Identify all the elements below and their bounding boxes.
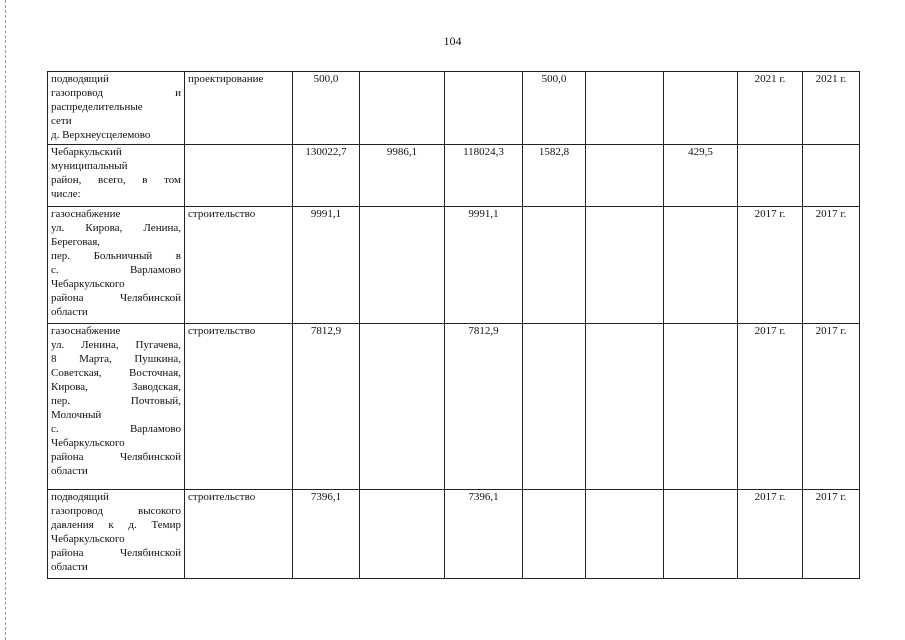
table-row [48,145,860,207]
object-name-line: распределительные [51,101,143,113]
object-name-line: муниципальный [51,160,128,172]
table-row [48,72,860,145]
amount-cell [664,324,738,490]
object-name-cell [48,207,185,324]
budget-table [47,71,860,579]
object-name-cell [48,324,185,490]
object-name-line: д. Верхнеусцелемово [51,129,151,141]
object-name-line: ул. Кирова, Ленина, [51,222,181,234]
object-name-line: подводящий [51,73,109,85]
amount-cell [360,207,445,324]
amount-cell [586,207,664,324]
object-name-line: области [51,306,88,318]
object-name-line: района Челябинской [51,451,181,463]
amount-cell: 9991,1 [445,207,523,324]
object-name-line: Чебаркульского [51,437,125,449]
object-name-line: с. Варламово [51,423,181,435]
total-amount-cell: 7396,1 [293,490,360,579]
amount-cell [586,72,664,145]
object-name-line: области [51,561,88,573]
object-name-line: давления к д. Темир [51,519,181,531]
object-name-line: числе: [51,188,81,200]
amount-cell: 429,5 [664,145,738,207]
end-year-cell: 2017 г. [803,324,860,490]
amount-cell [445,72,523,145]
total-amount-cell: 7812,9 [293,324,360,490]
object-name-line: подводящий [51,491,109,503]
end-year-cell: 2017 г. [803,490,860,579]
object-name-line: Чебаркульского [51,533,125,545]
start-year-cell [738,145,803,207]
object-name-line: пер. Почтовый, [51,395,181,407]
amount-cell: 118024,3 [445,145,523,207]
object-name-line: 8 Марта, Пушкина, [51,353,181,365]
end-year-cell: 2017 г. [803,207,860,324]
amount-cell [360,490,445,579]
object-name-line: Советская, Восточная, [51,367,181,379]
object-name-line: района Челябинской [51,547,181,559]
amount-cell: 500,0 [523,72,586,145]
table-row [48,490,860,579]
work-type-cell: проектирование [185,72,293,145]
end-year-cell: 2021 г. [803,72,860,145]
object-name-line: области [51,465,88,477]
work-type-cell: строительство [185,490,293,579]
total-amount-cell: 130022,7 [293,145,360,207]
total-amount-cell: 500,0 [293,72,360,145]
object-name-line: газопровод и [51,87,181,99]
object-name-line: Чебаркульского [51,278,125,290]
amount-cell: 9986,1 [360,145,445,207]
object-name-line: Береговая, [51,236,101,248]
amount-cell [360,324,445,490]
amount-cell: 1582,8 [523,145,586,207]
object-name-line: района Челябинской [51,292,181,304]
work-type-cell: строительство [185,207,293,324]
object-name-line: район, всего, в том [51,174,181,186]
amount-cell: 7396,1 [445,490,523,579]
object-name-cell [48,72,185,145]
object-name-line: с. Варламово [51,264,181,276]
amount-cell [664,490,738,579]
object-name-line: Молочный [51,409,102,421]
object-name-line: газоснабжение [51,208,121,220]
object-name-line: ул. Ленина, Пугачева, [51,339,181,351]
object-name-cell [48,145,185,207]
amount-cell [664,207,738,324]
amount-cell [664,72,738,145]
amount-cell: 7812,9 [445,324,523,490]
amount-cell [360,72,445,145]
table-row [48,207,860,324]
amount-cell [523,207,586,324]
end-year-cell [803,145,860,207]
object-name-line: пер. Больничный в [51,250,181,262]
object-name-line: сети [51,115,72,127]
amount-cell [586,145,664,207]
amount-cell [586,490,664,579]
page-number: 104 [443,34,462,48]
start-year-cell: 2017 г. [738,324,803,490]
work-type-cell [185,145,293,207]
total-amount-cell: 9991,1 [293,207,360,324]
object-name-line: газоснабжение [51,325,121,337]
object-name-line: Кирова, Заводская, [51,381,181,393]
object-name-line: газопровод высокого [51,505,181,517]
amount-cell [523,324,586,490]
amount-cell [586,324,664,490]
work-type-cell: строительство [185,324,293,490]
amount-cell [523,490,586,579]
start-year-cell: 2017 г. [738,490,803,579]
start-year-cell: 2017 г. [738,207,803,324]
object-name-line: Чебаркульский [51,146,122,158]
start-year-cell: 2021 г. [738,72,803,145]
object-name-cell [48,490,185,579]
scan-edge-line [5,0,6,640]
table-row [48,324,860,490]
